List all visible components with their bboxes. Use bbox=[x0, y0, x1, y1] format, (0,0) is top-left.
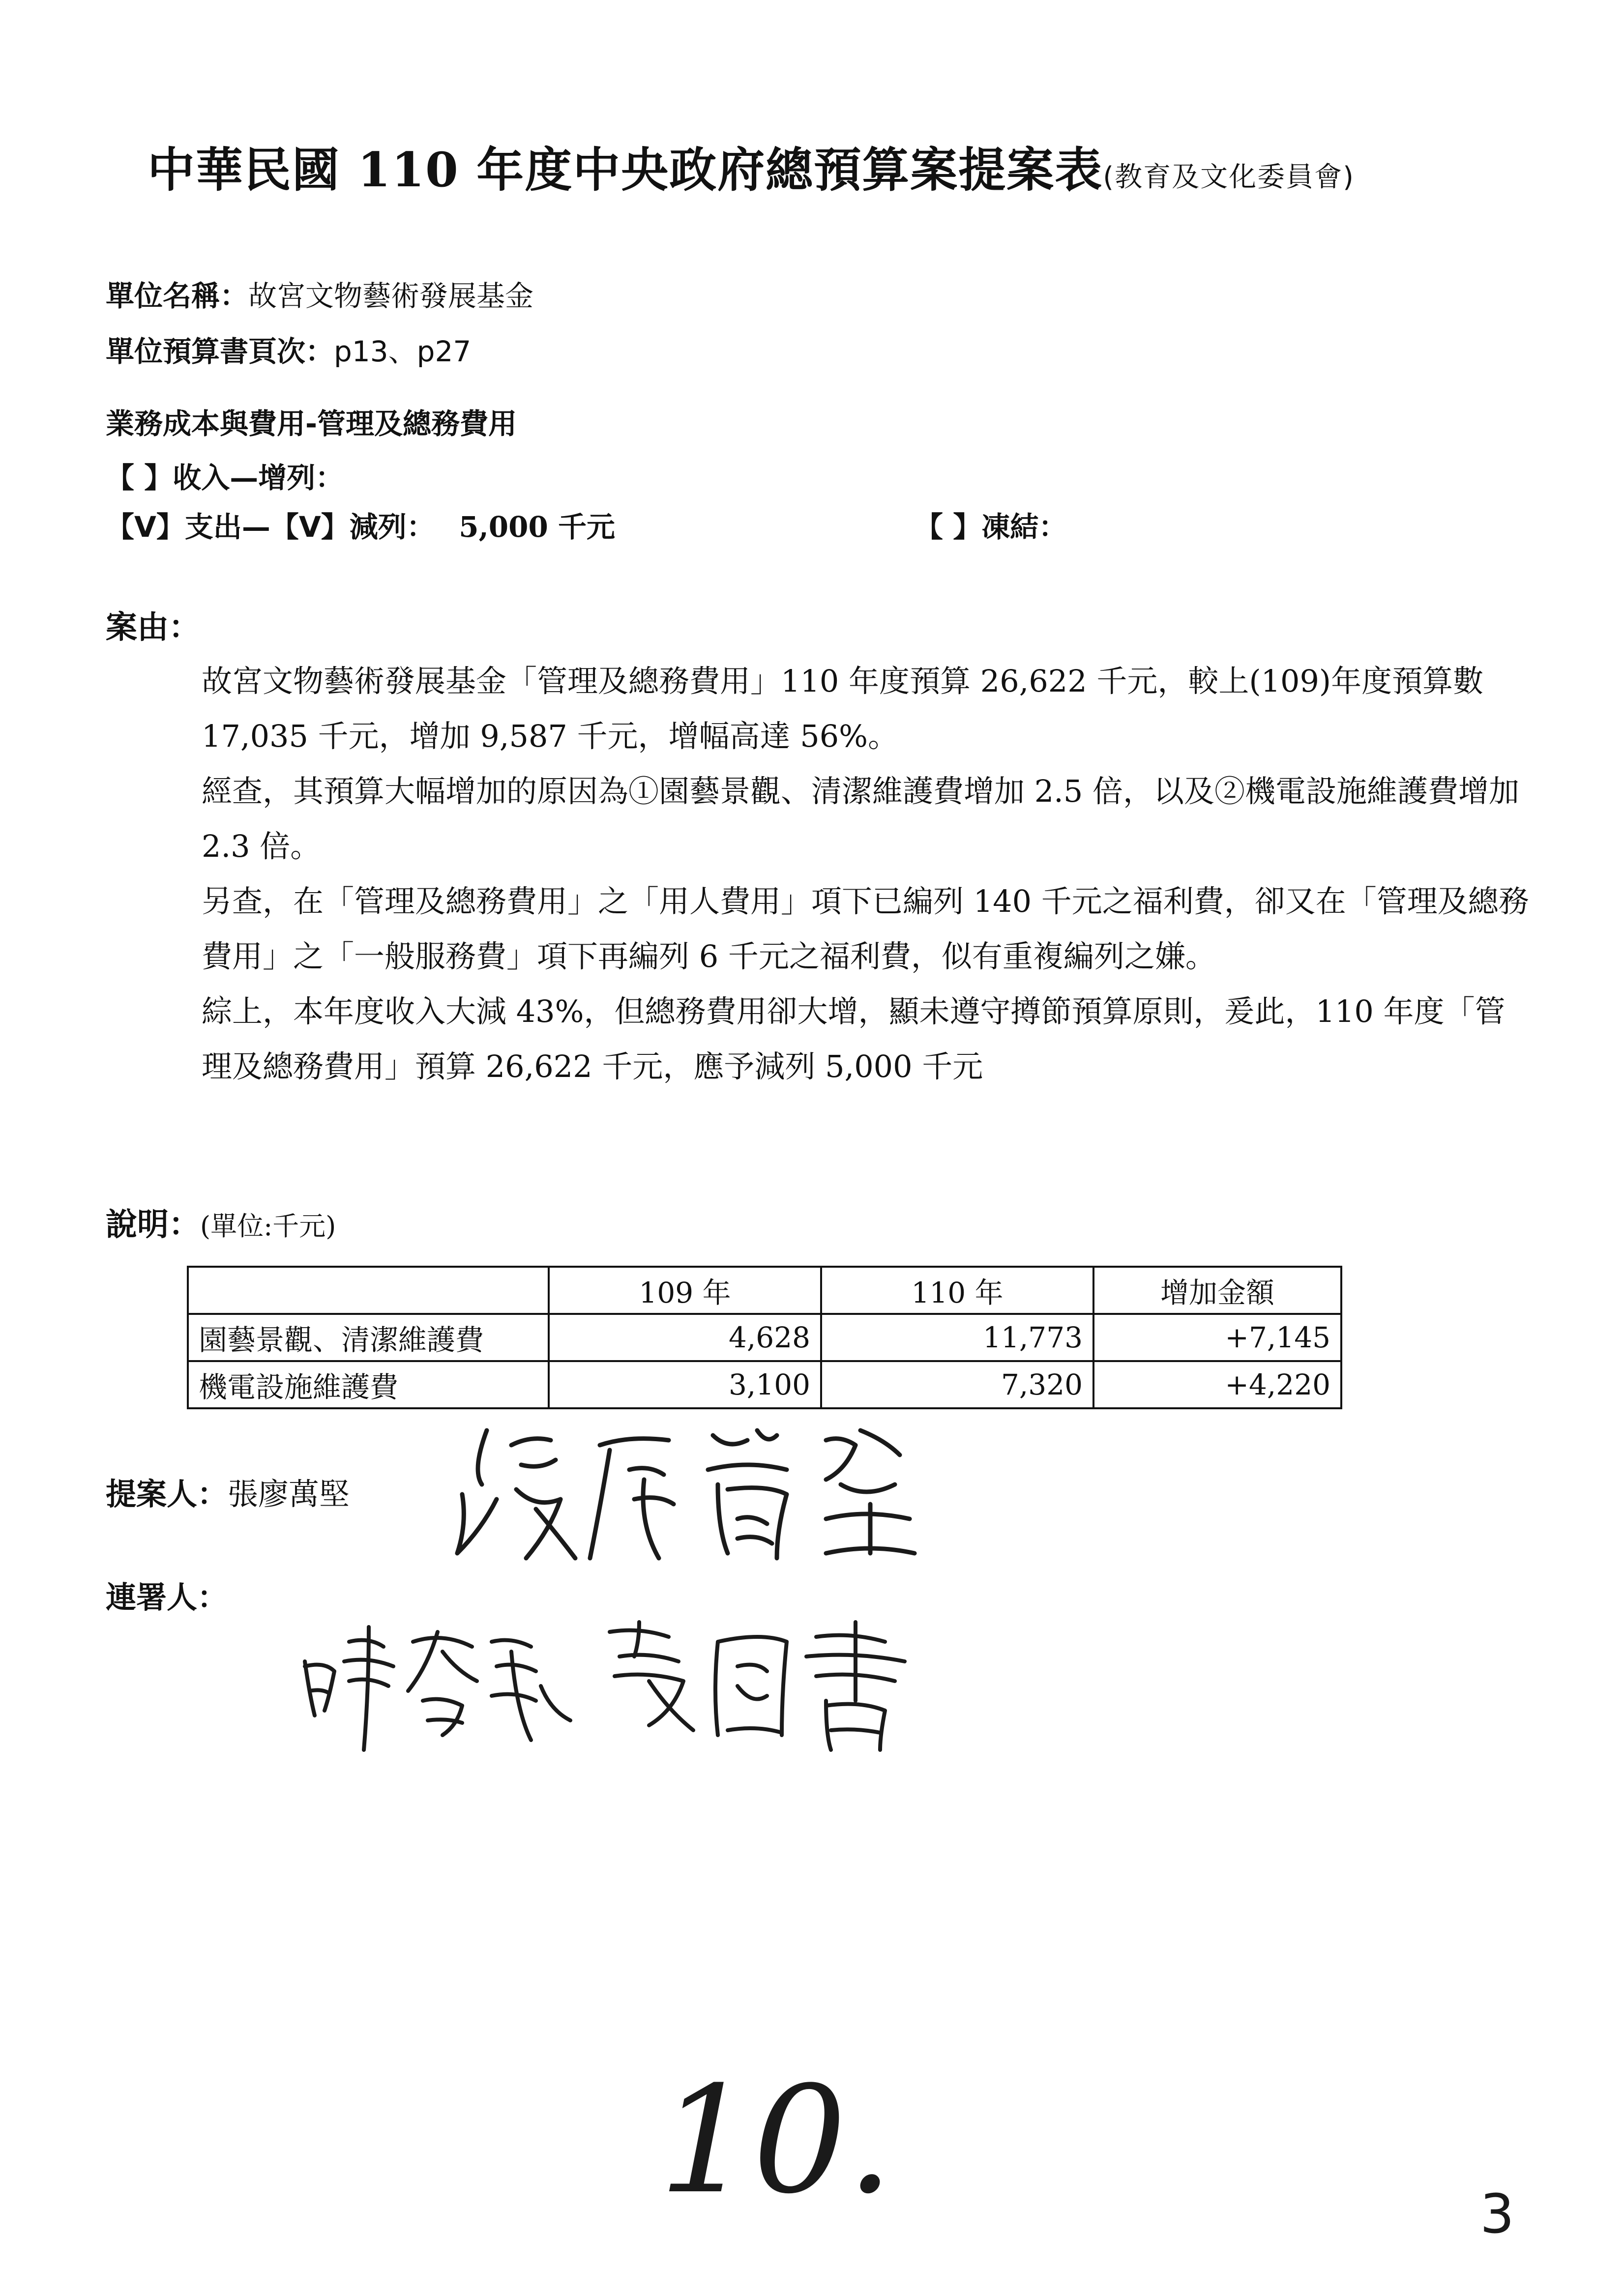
page-title bbox=[148, 133, 1355, 200]
freeze-line: 【 】凍結： bbox=[915, 510, 1067, 544]
expense-amount: 5,000 千元 bbox=[459, 510, 616, 544]
unit-name-label: 單位名稱： bbox=[106, 279, 249, 313]
unit-pages-value: p13、p27 bbox=[334, 335, 472, 368]
income-line: 【 】收入—增列： bbox=[106, 461, 344, 494]
reason-paragraph: 經查，其預算大幅增加的原因為①園藝景觀、清潔維護費增加 2.5 倍，以及②機電設施維護費增加 2.3 倍。 bbox=[202, 773, 1520, 864]
handwritten-page-mark: 10. bbox=[659, 2055, 894, 2226]
reason-paragraph: 故宮文物藝術發展基金「管理及總務費用」110 年度預算 26,622 千元，較上(109)年度預算數 17,035 千元，增加 9,587 千元，增幅高達 56%。 bbox=[202, 663, 1484, 754]
committee-name: (教育及文化委員會) bbox=[1103, 161, 1355, 193]
reason-body bbox=[202, 654, 1529, 1094]
table-header-cell: 109 年 bbox=[549, 1267, 821, 1314]
cosigner-signature bbox=[295, 1612, 934, 1760]
proposer-name: 張廖萬堅 bbox=[228, 1476, 350, 1512]
table-row bbox=[188, 1361, 1341, 1408]
proposer-signature bbox=[452, 1411, 924, 1578]
table-cell: 11,773 bbox=[821, 1314, 1093, 1361]
cosigner-label: 連署人： bbox=[106, 1579, 228, 1615]
expense-prefix: 【V】支出—【V】減列： bbox=[106, 510, 435, 544]
unit-pages-label: 單位預算書頁次： bbox=[106, 335, 334, 368]
table-header-cell bbox=[188, 1267, 549, 1314]
cost-table bbox=[187, 1266, 1342, 1409]
unit-pages-line bbox=[106, 328, 471, 370]
table-cell: 3,100 bbox=[549, 1361, 821, 1408]
table-cell: 4,628 bbox=[549, 1314, 821, 1361]
reason-paragraph: 另查，在「管理及總務費用」之「用人費用」項下已編列 140 千元之福利費，卻又在「管理及總務費用」之「一般服務費」項下再編列 6 千元之福利費，似有重複編列之嫌。 bbox=[202, 883, 1529, 974]
table-header-cell: 110 年 bbox=[821, 1267, 1093, 1314]
explanation-label: 說明： bbox=[106, 1207, 200, 1243]
table-header-cell: 增加金額 bbox=[1093, 1267, 1341, 1314]
table-cell: +4,220 bbox=[1093, 1361, 1341, 1408]
corner-page-number: 3 bbox=[1480, 2182, 1514, 2245]
proposer-label: 提案人： bbox=[106, 1476, 228, 1512]
table-cell: 機電設施維護費 bbox=[188, 1361, 549, 1408]
table-header-row bbox=[188, 1267, 1341, 1314]
proposer-line bbox=[106, 1470, 350, 1513]
table-row bbox=[188, 1314, 1341, 1361]
cost-table-wrapper bbox=[187, 1266, 1342, 1409]
table-cell: 園藝景觀、清潔維護費 bbox=[188, 1314, 549, 1361]
table-cell: +7,145 bbox=[1093, 1314, 1341, 1361]
title-text: 中華民國 110 年度中央政府總預算案提案表 bbox=[148, 142, 1103, 198]
item-category: 業務成本與費用-管理及總務費用 bbox=[106, 407, 517, 440]
reason-paragraph: 綜上，本年度收入大減 43%，但總務費用卻大增，顯未遵守撙節預算原則，爰此，110 年度「管理及總務費用」預算 26,622 千元，應予減列 5,000 千元 bbox=[202, 993, 1506, 1084]
table-cell: 7,320 bbox=[821, 1361, 1093, 1408]
unit-note: (單位:千元) bbox=[200, 1211, 336, 1242]
explanation-line bbox=[106, 1199, 336, 1245]
reason-label: 案由： bbox=[106, 610, 200, 646]
unit-name-value: 故宮文物藝術發展基金 bbox=[248, 279, 534, 313]
unit-name-line bbox=[106, 273, 533, 314]
expense-line bbox=[106, 504, 615, 545]
